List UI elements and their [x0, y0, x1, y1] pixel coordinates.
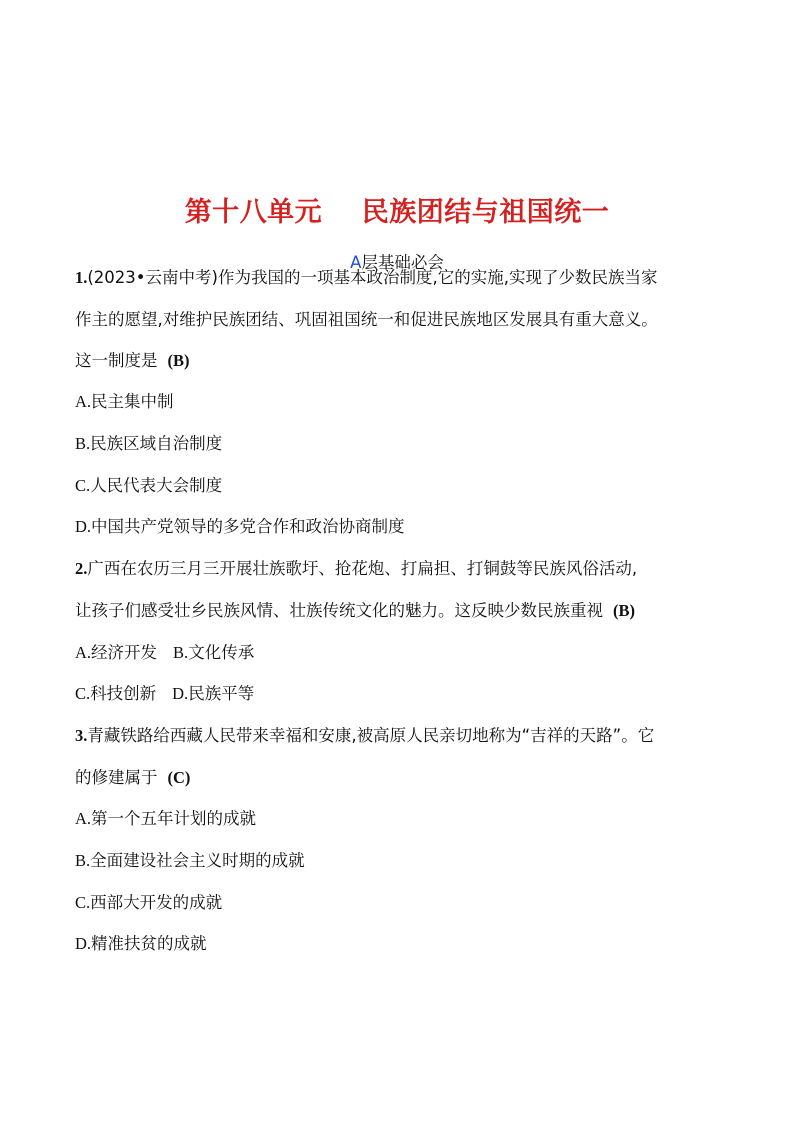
option-letter: D.: [75, 517, 92, 536]
question-3-text-line-2: 的修建属于: [75, 768, 158, 787]
question-3-text-line-1: 青藏铁路给西藏人民带来幸福和安康,被高原人民亲切地称为“吉祥的天路”。它: [87, 726, 655, 745]
option-letter: C.: [75, 893, 91, 912]
option-letter: B.: [75, 434, 91, 453]
question-1-text-line-1: (2023•云南中考)作为我国的一项基本政治制度,它的实施,实现了少数民族当家: [87, 268, 658, 287]
question-3-answer: (C): [167, 768, 191, 787]
question-1-text-line-3: 这一制度是: [75, 351, 158, 370]
question-3-option-c: [75, 890, 222, 916]
option-letter: A.: [75, 392, 92, 411]
question-3-option-a: [75, 806, 256, 832]
option-letter: C.: [75, 684, 91, 703]
question-3-option-d: [75, 931, 207, 957]
question-3-line-2: [75, 765, 190, 791]
option-letter: A.: [75, 809, 92, 828]
option-text: 第一个五年计划的成就: [91, 809, 257, 828]
section-label: 层基础必会: [361, 253, 444, 272]
option-text: 民主集中制: [91, 392, 174, 411]
option-text: 中国共产党领导的多党合作和政治协商制度: [91, 517, 405, 536]
question-1-answer: (B): [167, 351, 190, 370]
question-2-answer: (B): [613, 601, 635, 620]
question-2-options-row-2: [75, 681, 254, 707]
question-2-number: 2.: [75, 559, 88, 578]
question-3-option-b: [75, 848, 305, 874]
option-text: 经济开发: [91, 643, 158, 662]
question-2-text-line-2: 让孩子们感受壮乡民族风情、壮族传统文化的魅力。这反映少数民族重视: [75, 601, 603, 620]
section-level: A: [350, 253, 362, 272]
option-text: 文化传承: [188, 643, 255, 662]
question-1-option-b: [75, 431, 222, 457]
question-2-options-row-1: [75, 640, 254, 666]
unit-title: 第十八单元 民族团结与祖国统一: [184, 197, 610, 228]
option-text: 人民代表大会制度: [90, 476, 223, 495]
option-text: 民族平等: [188, 684, 255, 703]
question-3-line-1: [75, 723, 654, 749]
question-1-number: 1.: [75, 268, 88, 287]
option-text: 精准扶贫的成就: [91, 934, 207, 953]
option-letter: C.: [75, 476, 91, 495]
option-text: 西部大开发的成就: [90, 893, 223, 912]
question-1-text-line-2: 作主的愿望,对维护民族团结、巩固祖国统一和促进民族地区发展具有重大意义。: [75, 310, 658, 329]
question-1-line-3: [75, 348, 190, 374]
option-text: 民族区域自治制度: [90, 434, 223, 453]
question-1-option-c: [75, 473, 222, 499]
question-1-line-2: [75, 307, 658, 333]
option-letter: D.: [75, 934, 92, 953]
question-2-text-line-1: 广西在农历三月三开展壮族歌圩、抢花炮、打扁担、打铜鼓等民族风俗活动,: [87, 559, 638, 578]
question-2-line-2: [75, 598, 635, 624]
question-2-line-1: [75, 556, 637, 582]
option-text: 科技创新: [90, 684, 157, 703]
question-1-option-a: [75, 389, 174, 415]
option-letter: A.: [75, 643, 92, 662]
question-1-line-1: [75, 265, 657, 291]
question-1-option-d: [75, 514, 405, 540]
option-text: 全面建设社会主义时期的成就: [90, 851, 305, 870]
option-letter: D.: [172, 684, 189, 703]
option-letter: B.: [75, 851, 91, 870]
option-letter: B.: [173, 643, 189, 662]
question-3-number: 3.: [75, 726, 88, 745]
